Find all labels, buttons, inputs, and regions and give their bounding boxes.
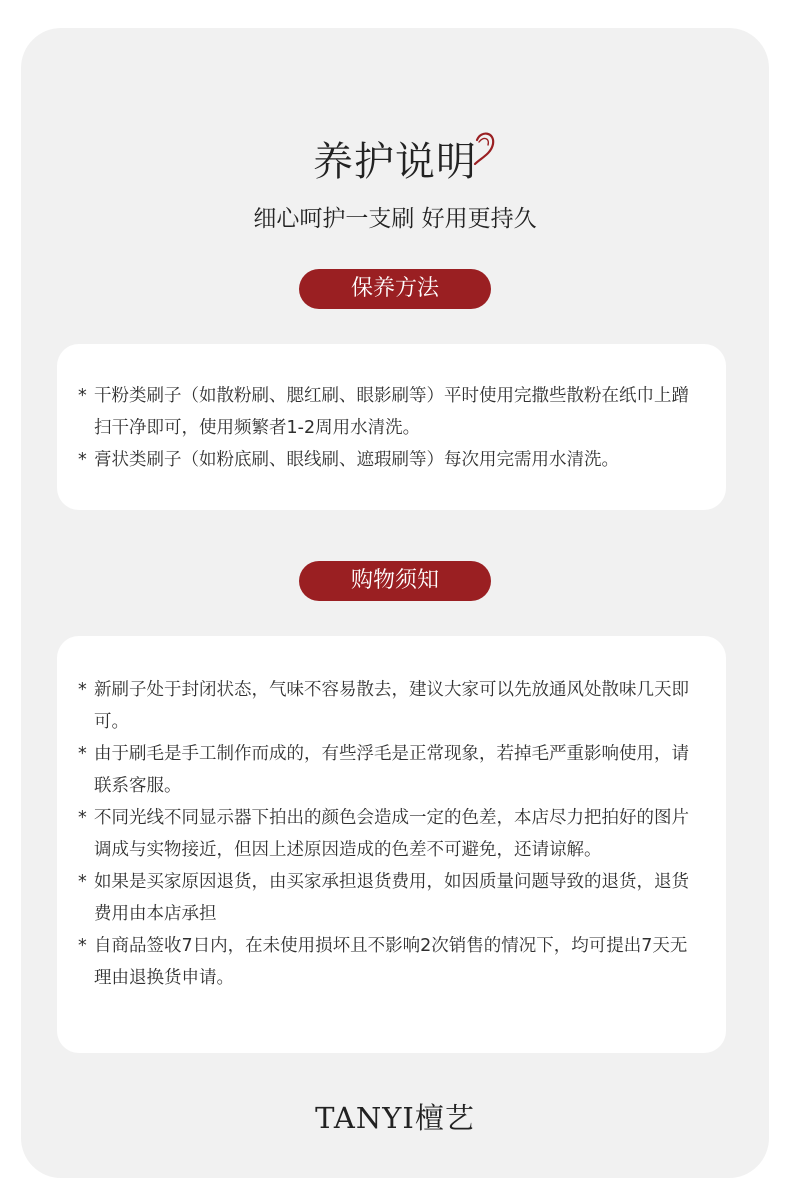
list-item (57, 738, 726, 802)
care-list (57, 344, 726, 476)
notice-list (57, 636, 726, 994)
care-method-badge: 保养方法 (299, 269, 491, 309)
item-text: 自商品签收7日内，在未使用损坏且不影响2次销售的情况下，均可提出7天无理由退换货申请。 (94, 936, 688, 988)
brand-logo: TANYI檀艺 (315, 1101, 475, 1135)
item-text: 膏状类刷子（如粉底刷、眼线刷、遮瑕刷等）每次用完需用水清洗。 (94, 450, 619, 470)
bullet: * (78, 450, 87, 470)
bullet: * (78, 744, 87, 764)
care-method-box (57, 344, 726, 510)
bullet: * (78, 386, 87, 406)
list-item (57, 380, 726, 444)
red-brush-circle-icon (463, 126, 499, 172)
list-item (57, 674, 726, 738)
page-title-text: 养护说明 (313, 139, 477, 185)
item-text: 新刷子处于封闭状态，气味不容易散去，建议大家可以先放通风处散味几天即可。 (94, 680, 689, 732)
item-text: 干粉类刷子（如散粉刷、腮红刷、眼影刷等）平时使用完撒些散粉在纸巾上蹭扫干净即可，使用频繁者1-2周用水清洗。 (94, 386, 689, 438)
list-item (57, 802, 726, 866)
item-text: 不同光线不同显示器下拍出的颜色会造成一定的色差，本店尽力把拍好的图片调成与实物接近，但因上述原因造成的色差不可避免，还请谅解。 (94, 808, 689, 860)
list-item (57, 930, 726, 994)
shopping-notice-box (57, 636, 726, 1053)
shopping-notice-badge: 购物须知 (299, 561, 491, 601)
item-text: 如果是买家原因退货，由买家承担退货费用，如因质量问题导致的退货，退货费用由本店承担 (94, 872, 689, 924)
item-text: 由于刷毛是手工制作而成的，有些浮毛是正常现象，若掉毛严重影响使用，请联系客服。 (94, 744, 689, 796)
bullet: * (78, 680, 87, 700)
bullet: * (78, 872, 87, 892)
list-item (57, 444, 726, 476)
list-item (57, 866, 726, 930)
page-title (313, 134, 477, 190)
subtitle: 细心呵护一支刷 好用更持久 (253, 206, 537, 232)
bullet: * (78, 808, 87, 828)
title-area (0, 134, 790, 190)
bullet: * (78, 936, 87, 956)
